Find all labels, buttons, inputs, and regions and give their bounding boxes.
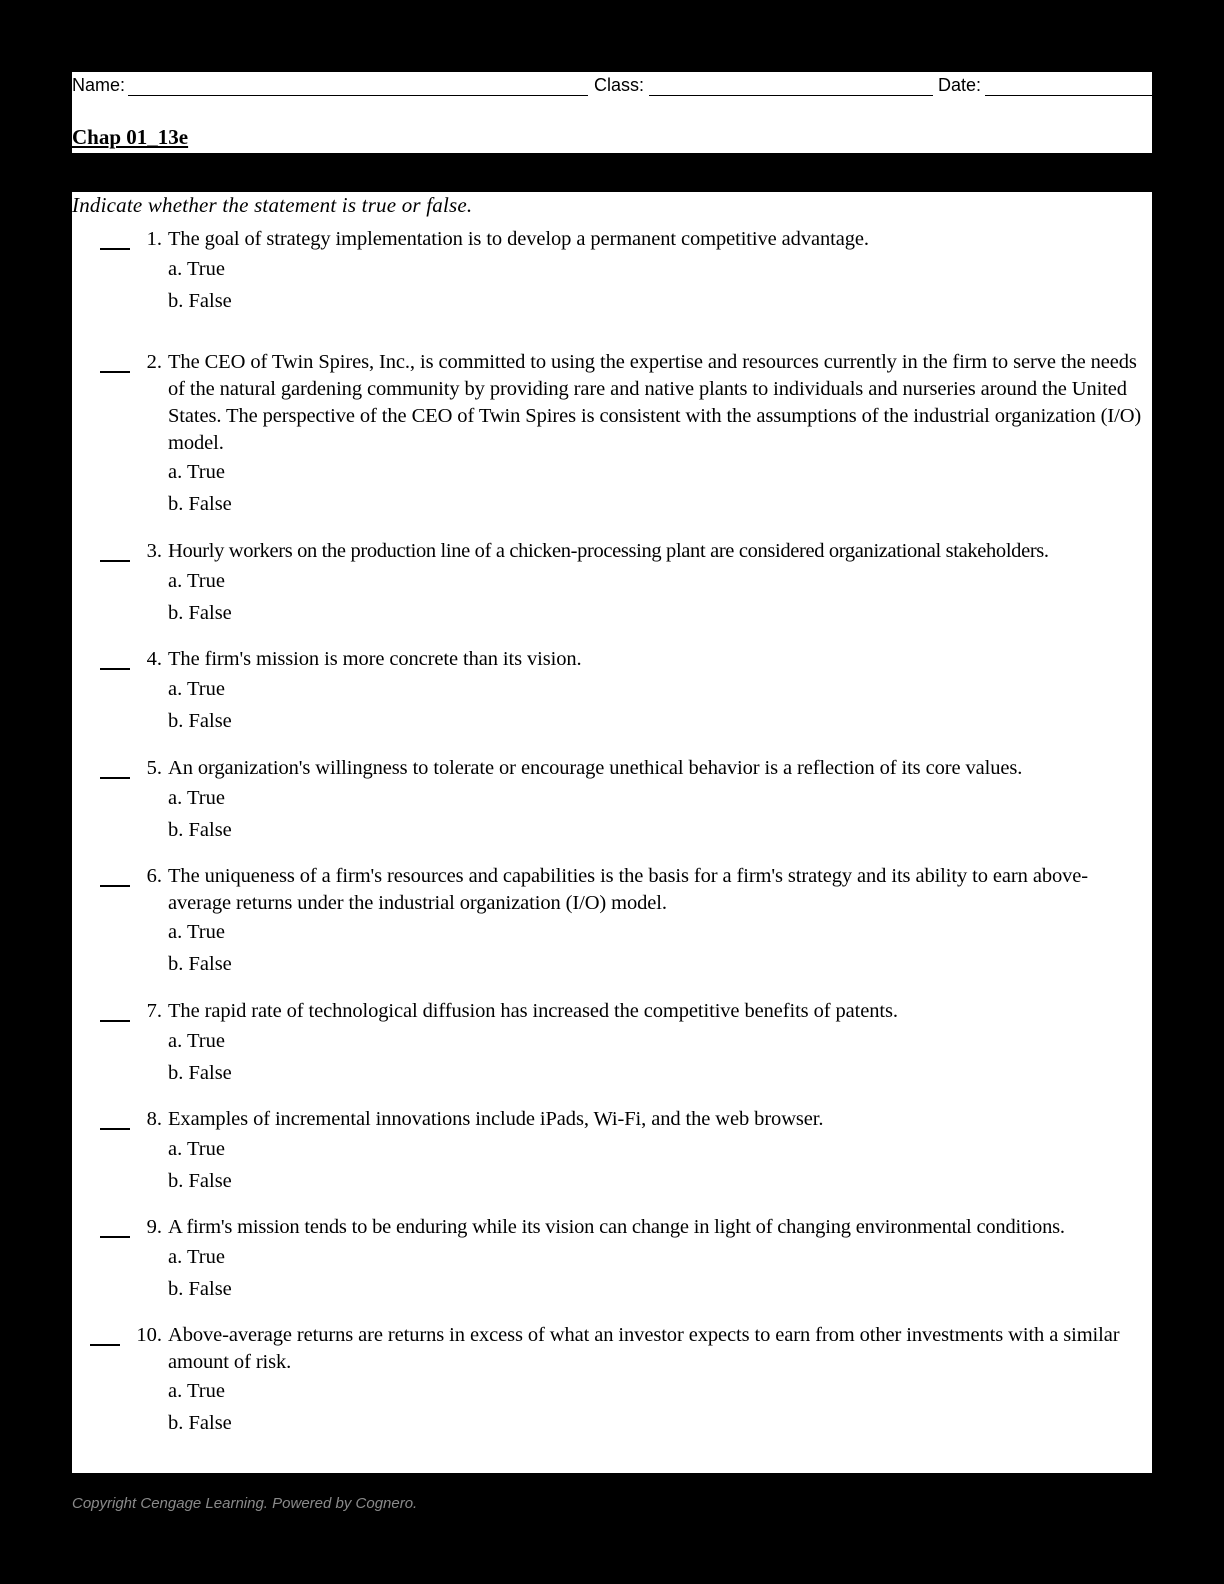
question-text: Hourly workers on the production line of a chicken-processing plant are considered organizational stakeholders. — [168, 540, 1049, 562]
answer-blank[interactable] — [100, 349, 130, 373]
question-number: 10. — [136, 1324, 162, 1346]
question-text: The rapid rate of technological diffusion has increased the competitive benefits of patents. — [168, 1000, 898, 1022]
option-false: b. False — [168, 602, 232, 624]
question-number: 5. — [146, 757, 162, 779]
answer-blank[interactable] — [100, 1106, 130, 1130]
option-false: b. False — [168, 1062, 232, 1084]
question-text: The uniqueness of a firm's resources and capabilities is the basis for a firm's strategy and its ability to earn above-average returns under the industrial organization (I/O) model. — [168, 865, 1088, 914]
copyright-footer: Copyright Cengage Learning. Powered by Cognero. — [72, 1495, 418, 1512]
option-false: b. False — [168, 493, 232, 515]
question-text: The goal of strategy implementation is to develop a permanent competitive advantage. — [168, 228, 869, 250]
student-info-row — [72, 74, 1152, 98]
option-true: a. True — [168, 1246, 225, 1268]
question-text: An organization's willingness to tolerate or encourage unethical behavior is a reflection of its core values. — [168, 757, 1023, 779]
question-text: The CEO of Twin Spires, Inc., is committed to using the expertise and resources currently in the firm to serve the needs of the natural gardening community by providing rare and native plants to individuals and nurseries around the United States. The perspective of the CEO of Twin Spires is consistent with the assumptions of the industrial organization (I/O) model. — [168, 351, 1142, 454]
question-text: The firm's mission is more concrete than its vision. — [168, 648, 582, 670]
answer-blank[interactable] — [100, 998, 130, 1022]
question-number: 9. — [146, 1216, 162, 1238]
name-label: Name: — [72, 75, 126, 95]
option-false: b. False — [168, 1412, 232, 1434]
question-number: 6. — [146, 865, 162, 887]
answer-blank[interactable] — [100, 755, 130, 779]
class-label: Class: — [594, 75, 645, 95]
option-true: a. True — [168, 921, 225, 943]
chapter-title: Chap 01_13e — [72, 125, 189, 149]
option-true: a. True — [168, 1380, 225, 1402]
question-text: A firm's mission tends to be enduring while its vision can change in light of changing environmental conditions. — [168, 1216, 1065, 1238]
questions-box — [72, 192, 1152, 1473]
option-false: b. False — [168, 1278, 232, 1300]
date-label: Date: — [938, 75, 982, 95]
question-number: 2. — [146, 351, 162, 373]
answer-blank[interactable] — [100, 646, 130, 670]
answer-blank[interactable] — [90, 1322, 120, 1346]
option-true: a. True — [168, 1138, 225, 1160]
instructions: Indicate whether the statement is true or false. — [72, 193, 473, 217]
answer-blank[interactable] — [100, 863, 130, 887]
answer-blank[interactable] — [100, 1214, 130, 1238]
question-text: Above-average returns are returns in excess of what an investor expects to earn from other investments with a similar amount of risk. — [168, 1324, 1120, 1373]
option-false: b. False — [168, 710, 232, 732]
option-true: a. True — [168, 787, 225, 809]
option-true: a. True — [168, 461, 225, 483]
answer-blank[interactable] — [100, 538, 130, 562]
option-false: b. False — [168, 1170, 232, 1192]
option-true: a. True — [168, 570, 225, 592]
question-text: Examples of incremental innovations include iPads, Wi-Fi, and the web browser. — [168, 1108, 824, 1130]
class-field[interactable] — [649, 95, 933, 96]
question-number: 1. — [146, 228, 162, 250]
date-field[interactable] — [985, 95, 1152, 96]
option-false: b. False — [168, 819, 232, 841]
question-number: 3. — [146, 540, 162, 562]
question-number: 7. — [146, 1000, 162, 1022]
option-false: b. False — [168, 953, 232, 975]
option-true: a. True — [168, 1030, 225, 1052]
option-true: a. True — [168, 258, 225, 280]
question-number: 8. — [146, 1108, 162, 1130]
question-number: 4. — [146, 648, 162, 670]
name-field[interactable] — [128, 95, 588, 96]
header-box — [72, 72, 1152, 153]
option-true: a. True — [168, 678, 225, 700]
option-false: b. False — [168, 290, 232, 312]
answer-blank[interactable] — [100, 226, 130, 250]
